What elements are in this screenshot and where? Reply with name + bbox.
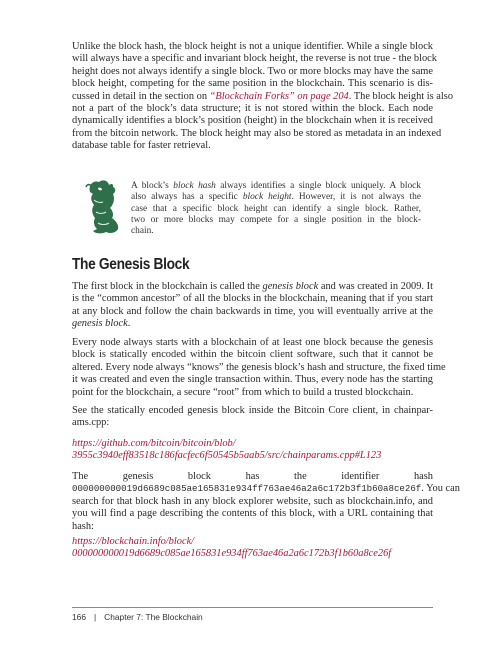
- text-line: case that a specific block height can identify a single block. Rather,: [131, 203, 421, 214]
- footer-rule: [72, 607, 433, 608]
- emphasized-term: block height: [242, 192, 292, 203]
- page-number: 166: [72, 612, 86, 622]
- text-line: genesis block.: [72, 318, 131, 330]
- text-line: height does not always identify a single block. Two or more blocks may have the same: [72, 65, 433, 77]
- text-line: A block’s block hash always identifies a single block uniquely. A block: [131, 181, 421, 191]
- text-line: two or more blocks may compete for a single position in the block-: [131, 214, 421, 225]
- chapter-title: Chapter 7: The Blockchain: [104, 612, 203, 622]
- node-genesis-paragraph: [72, 337, 446, 399]
- cross-reference-link[interactable]: “Blockchain Forks” on page 204: [209, 90, 349, 102]
- text-line: block height, competing for the same position in the blockchain. This scenario is dis-: [72, 78, 433, 90]
- text-line: The first block in the blockchain is called the genesis block and was created in 2009. It: [72, 281, 434, 292]
- text-line: it was created and even the single transaction within. Thus, every node has the starting: [72, 374, 433, 386]
- genesis-hash-code: 000000000019d6689c085ae165831e934ff763ae46a2a6c172b3f1b60a8ce26f: [72, 483, 422, 495]
- text-line: Unlike the block hash, the block height is not a unique identifier. While a single block: [72, 41, 433, 52]
- text-line: 3955c3940eff83518c186facfec6f50545b5aab5/src/chainparams.cpp#L123: [72, 450, 382, 462]
- text-line: See the statically encoded genesis block inside the Bitcoin Core client, in chainpar-: [72, 405, 433, 416]
- squirrel-tip-icon: [84, 178, 124, 236]
- text-line: is the “common ancestor” of all the blocks in the blockchain, meaning that if you start: [72, 293, 433, 305]
- text-line: chain.: [131, 226, 154, 237]
- text-line: hash:: [72, 520, 94, 532]
- text-line: 000000000019d6689c085ae165831e934ff763ae46a2a6c172b3f1b60a8ce26f. You can: [72, 483, 460, 495]
- text-line: you will find a page describing the contents of this block, with a URL containing that: [72, 508, 433, 520]
- text-line: https://github.com/bitcoin/bitcoin/blob/: [72, 438, 236, 449]
- text-line: The genesis block has the identifier hash: [72, 471, 433, 482]
- footer-separator: |: [93, 612, 97, 622]
- text-line: dynamically identifies a block’s position (height) in the blockchain when it is received: [72, 115, 433, 127]
- text-line: at any block and follow the chain backwards in time, you will eventually arrive at the: [72, 305, 433, 317]
- tip-note-text: [131, 181, 421, 237]
- text-line: also always has a specific block height. However, it is not always the: [131, 192, 421, 203]
- text-line: from the bitcoin network. The block height may also be stored as metadata in an indexed: [72, 127, 442, 139]
- text-line: Every node always starts with a blockchain of at least one block because the genesis: [72, 337, 433, 348]
- block-height-paragraph: [72, 41, 454, 153]
- text-line: will always have a specific and invariant block height, the reverse is not true - the block: [72, 53, 437, 65]
- emphasized-term: genesis block: [262, 281, 319, 292]
- see-source-paragraph: [72, 405, 433, 430]
- text-line: not a part of the block’s data structure; it is not stored within the block. Each node: [72, 102, 433, 114]
- text-line: ams.cpp:: [72, 417, 110, 429]
- text-line: search for that block hash in any block explorer website, such as blockchain.info, and: [72, 495, 433, 507]
- text-line: point for the blockchain, a secure “root” from which to build a trusted blockchain.: [72, 386, 414, 398]
- github-chainparams-link[interactable]: [72, 438, 433, 463]
- text-line: block is statically encoded within the bitcoin client software, such that it cannot be: [72, 349, 433, 361]
- text-line: database table for faster retrieval.: [72, 140, 211, 152]
- text-line: cussed in detail in the section on “Blockchain Forks” on page 204. The block height is also: [72, 90, 454, 102]
- blockchain-info-link[interactable]: [72, 536, 433, 561]
- emphasized-term: genesis block: [72, 318, 128, 330]
- section-heading: The Genesis Block: [72, 256, 190, 273]
- text-line: altered. Every node always “knows” the genesis block’s hash and structure, the fixed time: [72, 361, 446, 373]
- text-line: 000000000019d6689c085ae165831e934ff763ae46a2a6c172b3f1b60a8ce26f: [72, 548, 392, 560]
- page-footer: [72, 612, 203, 622]
- text-line: https://blockchain.info/block/: [72, 536, 195, 547]
- emphasized-term: block hash: [173, 181, 216, 191]
- genesis-hash-paragraph: [72, 471, 460, 533]
- genesis-block-paragraph: [72, 281, 433, 331]
